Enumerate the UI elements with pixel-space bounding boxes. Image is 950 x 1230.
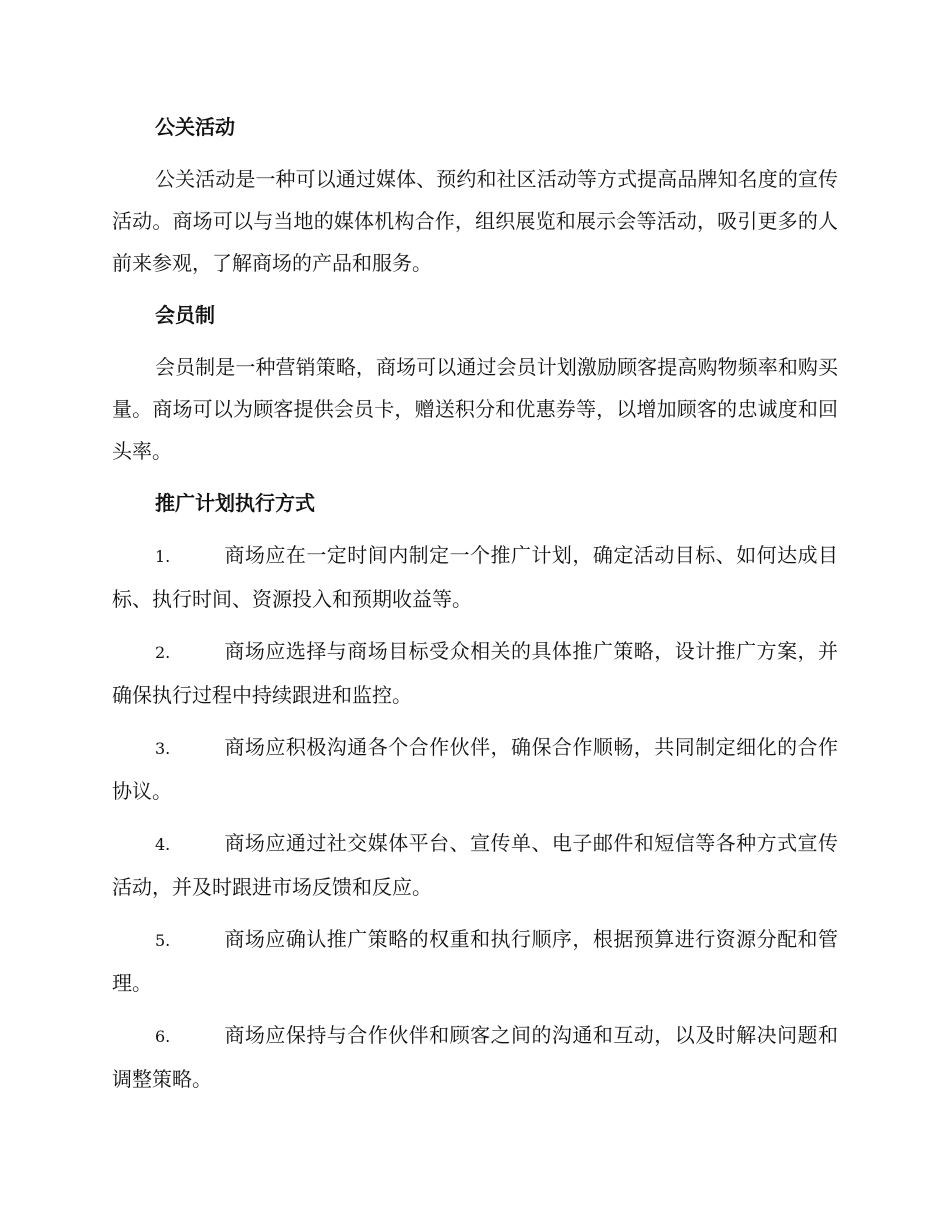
section-heading-pr: 公关活动 [155, 115, 235, 139]
plan-list-item [112, 822, 838, 908]
section-paragraph-membership: 会员制是一种营销策略，商场可以通过会员计划激励顾客提高购物频率和购买量。商场可以为顾客提供会员卡，赠送积分和优惠券等，以增加顾客的忠诚度和回头率。 [112, 355, 838, 463]
list-item-text: 商场应选择与商场目标受众相关的具体推广策略，设计推广方案，并确保执行过程中持续跟进和监控。 [112, 639, 838, 707]
plan-list-item [112, 918, 838, 1004]
plan-list-item [112, 630, 838, 716]
list-item-text: 商场应确认推广策略的权重和执行顺序，根据预算进行资源分配和管理。 [112, 927, 838, 995]
section-heading-membership: 会员制 [155, 303, 215, 327]
plan-list-item [112, 1014, 838, 1100]
list-item-text: 商场应通过社交媒体平台、宣传单、电子邮件和短信等各种方式宣传活动，并及时跟进市场反馈和反应。 [112, 831, 838, 899]
list-item-text: 商场应保持与合作伙伴和顾客之间的沟通和互动，以及时解决问题和调整策略。 [112, 1023, 838, 1091]
list-item-number: 1. [155, 547, 171, 566]
list-item-number: 2. [155, 643, 171, 662]
list-item-number: 3. [155, 739, 171, 758]
plan-list-item [112, 726, 838, 812]
section-paragraph-pr: 公关活动是一种可以通过媒体、预约和社区活动等方式提高品牌知名度的宣传活动。商场可以与当地的媒体机构合作，组织展览和展示会等活动，吸引更多的人前来参观，了解商场的产品和服务。 [112, 167, 838, 275]
list-item-number: 4. [155, 835, 171, 854]
list-item-number: 6. [155, 1027, 171, 1046]
list-item-text: 商场应积极沟通各个合作伙伴，确保合作顺畅，共同制定细化的合作协议。 [112, 735, 838, 803]
section-heading-plan: 推广计划执行方式 [155, 491, 315, 515]
list-item-text: 商场应在一定时间内制定一个推广计划，确定活动目标、如何达成目标、执行时间、资源投入和预期收益等。 [112, 543, 838, 611]
list-item-number: 5. [155, 931, 171, 950]
plan-list-item [112, 534, 838, 620]
plan-list [112, 534, 838, 1100]
